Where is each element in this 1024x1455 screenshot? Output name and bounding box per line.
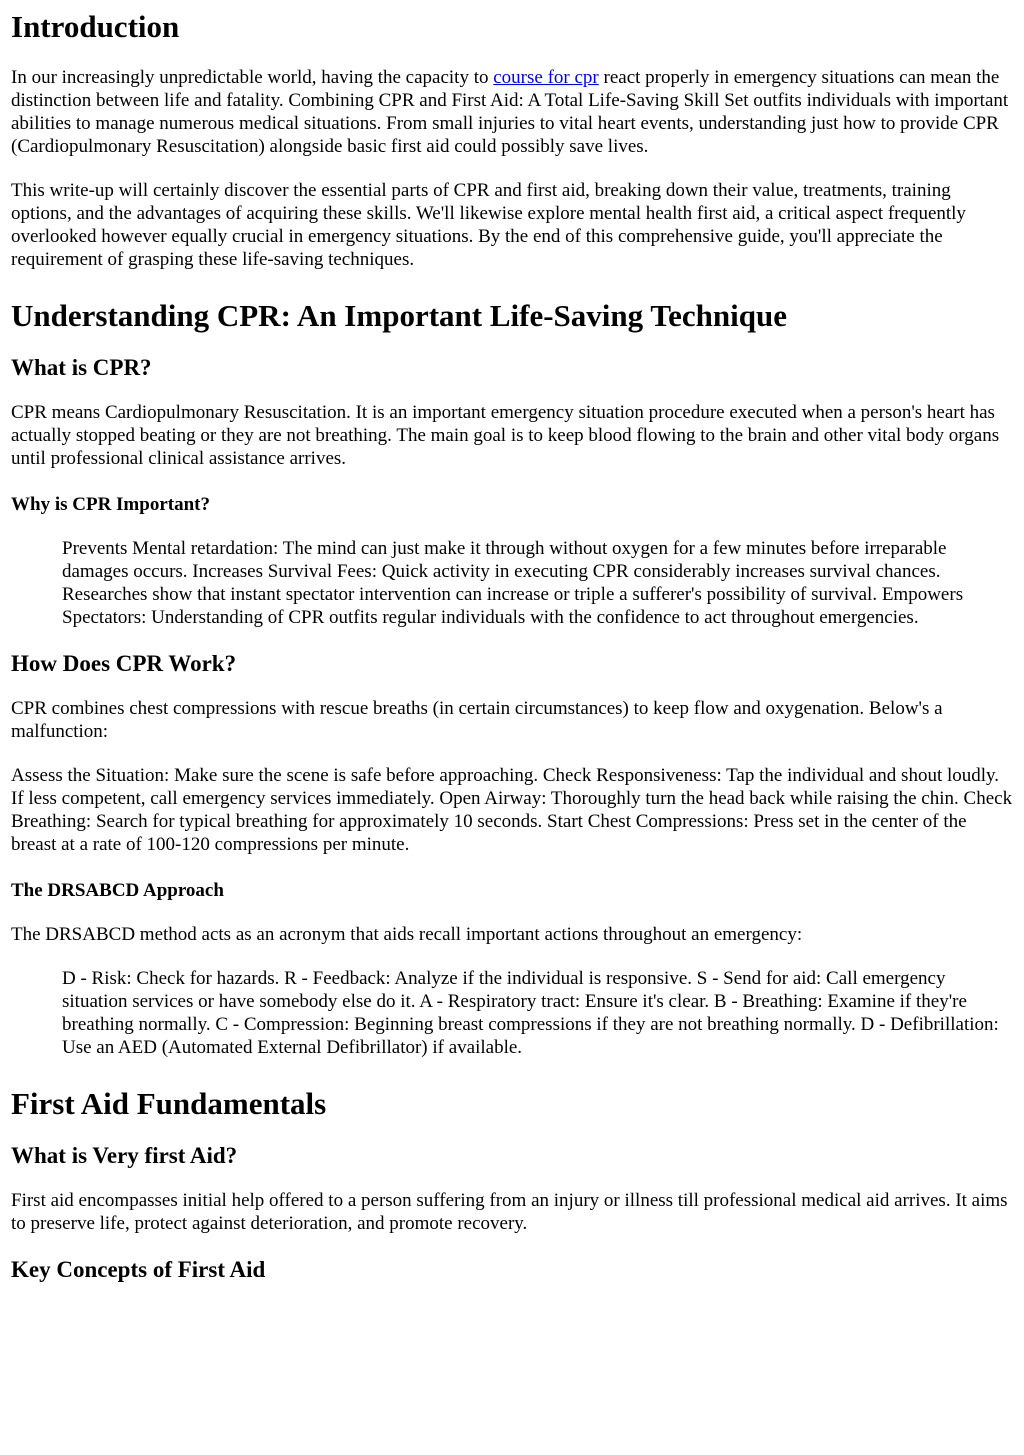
how-cpr-works-heading: How Does CPR Work? bbox=[11, 651, 237, 676]
intro-text-before-link: In our increasingly unpredictable world, having the capacity to bbox=[11, 67, 494, 88]
cpr-steps-text: Assess the Situation: Make sure the scene is safe before approaching. Check Responsiveness: Tap the individual and shout loudly. If less competent, call emergency services immediately. Open Airway: Thoroughly turn the head back while raising the chin. Check Breathing: Search for typical breathing for approximately 10 seconds. Start Chest Compressions: Press set in the center of the breast at a rate of 100-120 compressions per minute. bbox=[11, 765, 1013, 855]
what-is-first-aid-heading: What is Very first Aid? bbox=[11, 1143, 238, 1168]
first-aid-heading: First Aid Fundamentals bbox=[11, 1086, 327, 1121]
drsabcd-heading: The DRSABCD Approach bbox=[11, 880, 224, 901]
what-is-cpr-text: CPR means Cardiopulmonary Resuscitation. It is an important emergency situation procedure executed when a person's heart has actually stopped beating or they are not breathing. The main goal is to keep blood flowing to the brain and other vital body organs until professional clinical assistance arrives. bbox=[11, 402, 1000, 469]
course-for-cpr-link[interactable]: course for cpr bbox=[493, 67, 599, 88]
article bbox=[0, 9, 1024, 1284]
cpr-heading: Understanding CPR: An Important Life-Saving Technique bbox=[11, 298, 787, 333]
key-concepts-heading: Key Concepts of First Aid bbox=[11, 1257, 266, 1282]
drsabcd-text: The DRSABCD method acts as an acronym that aids recall important actions throughout an emergency: bbox=[11, 924, 803, 945]
drsabcd-quote: D - Risk: Check for hazards. R - Feedback: Analyze if the individual is responsive. S - Send for aid: Call emergency situation services or have somebody else do it. A - Respiratory tract: Ensure it's clear. B - Breathing: Examine if they're breathing normally. C - Compression: Beginning breast compressions if they are not breathing normally. D - Defibrillation: Use an AED (Automated External Defibrillator) if available. bbox=[62, 968, 999, 1058]
intro-paragraph-2: This write-up will certainly discover the essential parts of CPR and first aid, breaking down their value, treatments, training options, and the advantages of acquiring these skills. We'll likewise explore mental health first aid, a critical aspect frequently overlooked however equally crucial in emergency situations. By the end of this comprehensive guide, you'll appreciate the requirement of grasping these life-saving techniques. bbox=[11, 180, 966, 270]
why-cpr-heading: Why is CPR Important? bbox=[11, 494, 210, 515]
intro-paragraph-1 bbox=[11, 66, 1014, 158]
intro-heading: Introduction bbox=[11, 9, 180, 44]
intro-text-after-link: react properly in emergency situations can mean the distinction between life and fatality. Combining CPR and First Aid: A Total Life-Saving Skill Set outfits individuals with important abilities to manage numerous medical situations. From small injuries to vital heart events, understanding just how to provide CPR (Cardiopulmonary Resuscitation) alongside basic first aid could possibly save lives. bbox=[11, 67, 1009, 157]
how-cpr-works-text: CPR combines chest compressions with rescue breaths (in certain circumstances) to keep flow and oxygenation. Below's a malfunction: bbox=[11, 698, 943, 742]
what-is-first-aid-text: First aid encompasses initial help offered to a person suffering from an injury or illness till professional medical aid arrives. It aims to preserve life, protect against deterioration, and promote recovery. bbox=[11, 1190, 1008, 1234]
why-cpr-quote: Prevents Mental retardation: The mind can just make it through without oxygen for a few minutes before irreparable damages occurs. Increases Survival Fees: Quick activity in executing CPR considerably increases survival chances. Researches show that instant spectator intervention can increase or triple a sufferer's possibility of survival. Empowers Spectators: Understanding of CPR outfits regular individuals with the confidence to act throughout emergencies. bbox=[62, 538, 964, 628]
what-is-cpr-heading: What is CPR? bbox=[11, 355, 152, 380]
